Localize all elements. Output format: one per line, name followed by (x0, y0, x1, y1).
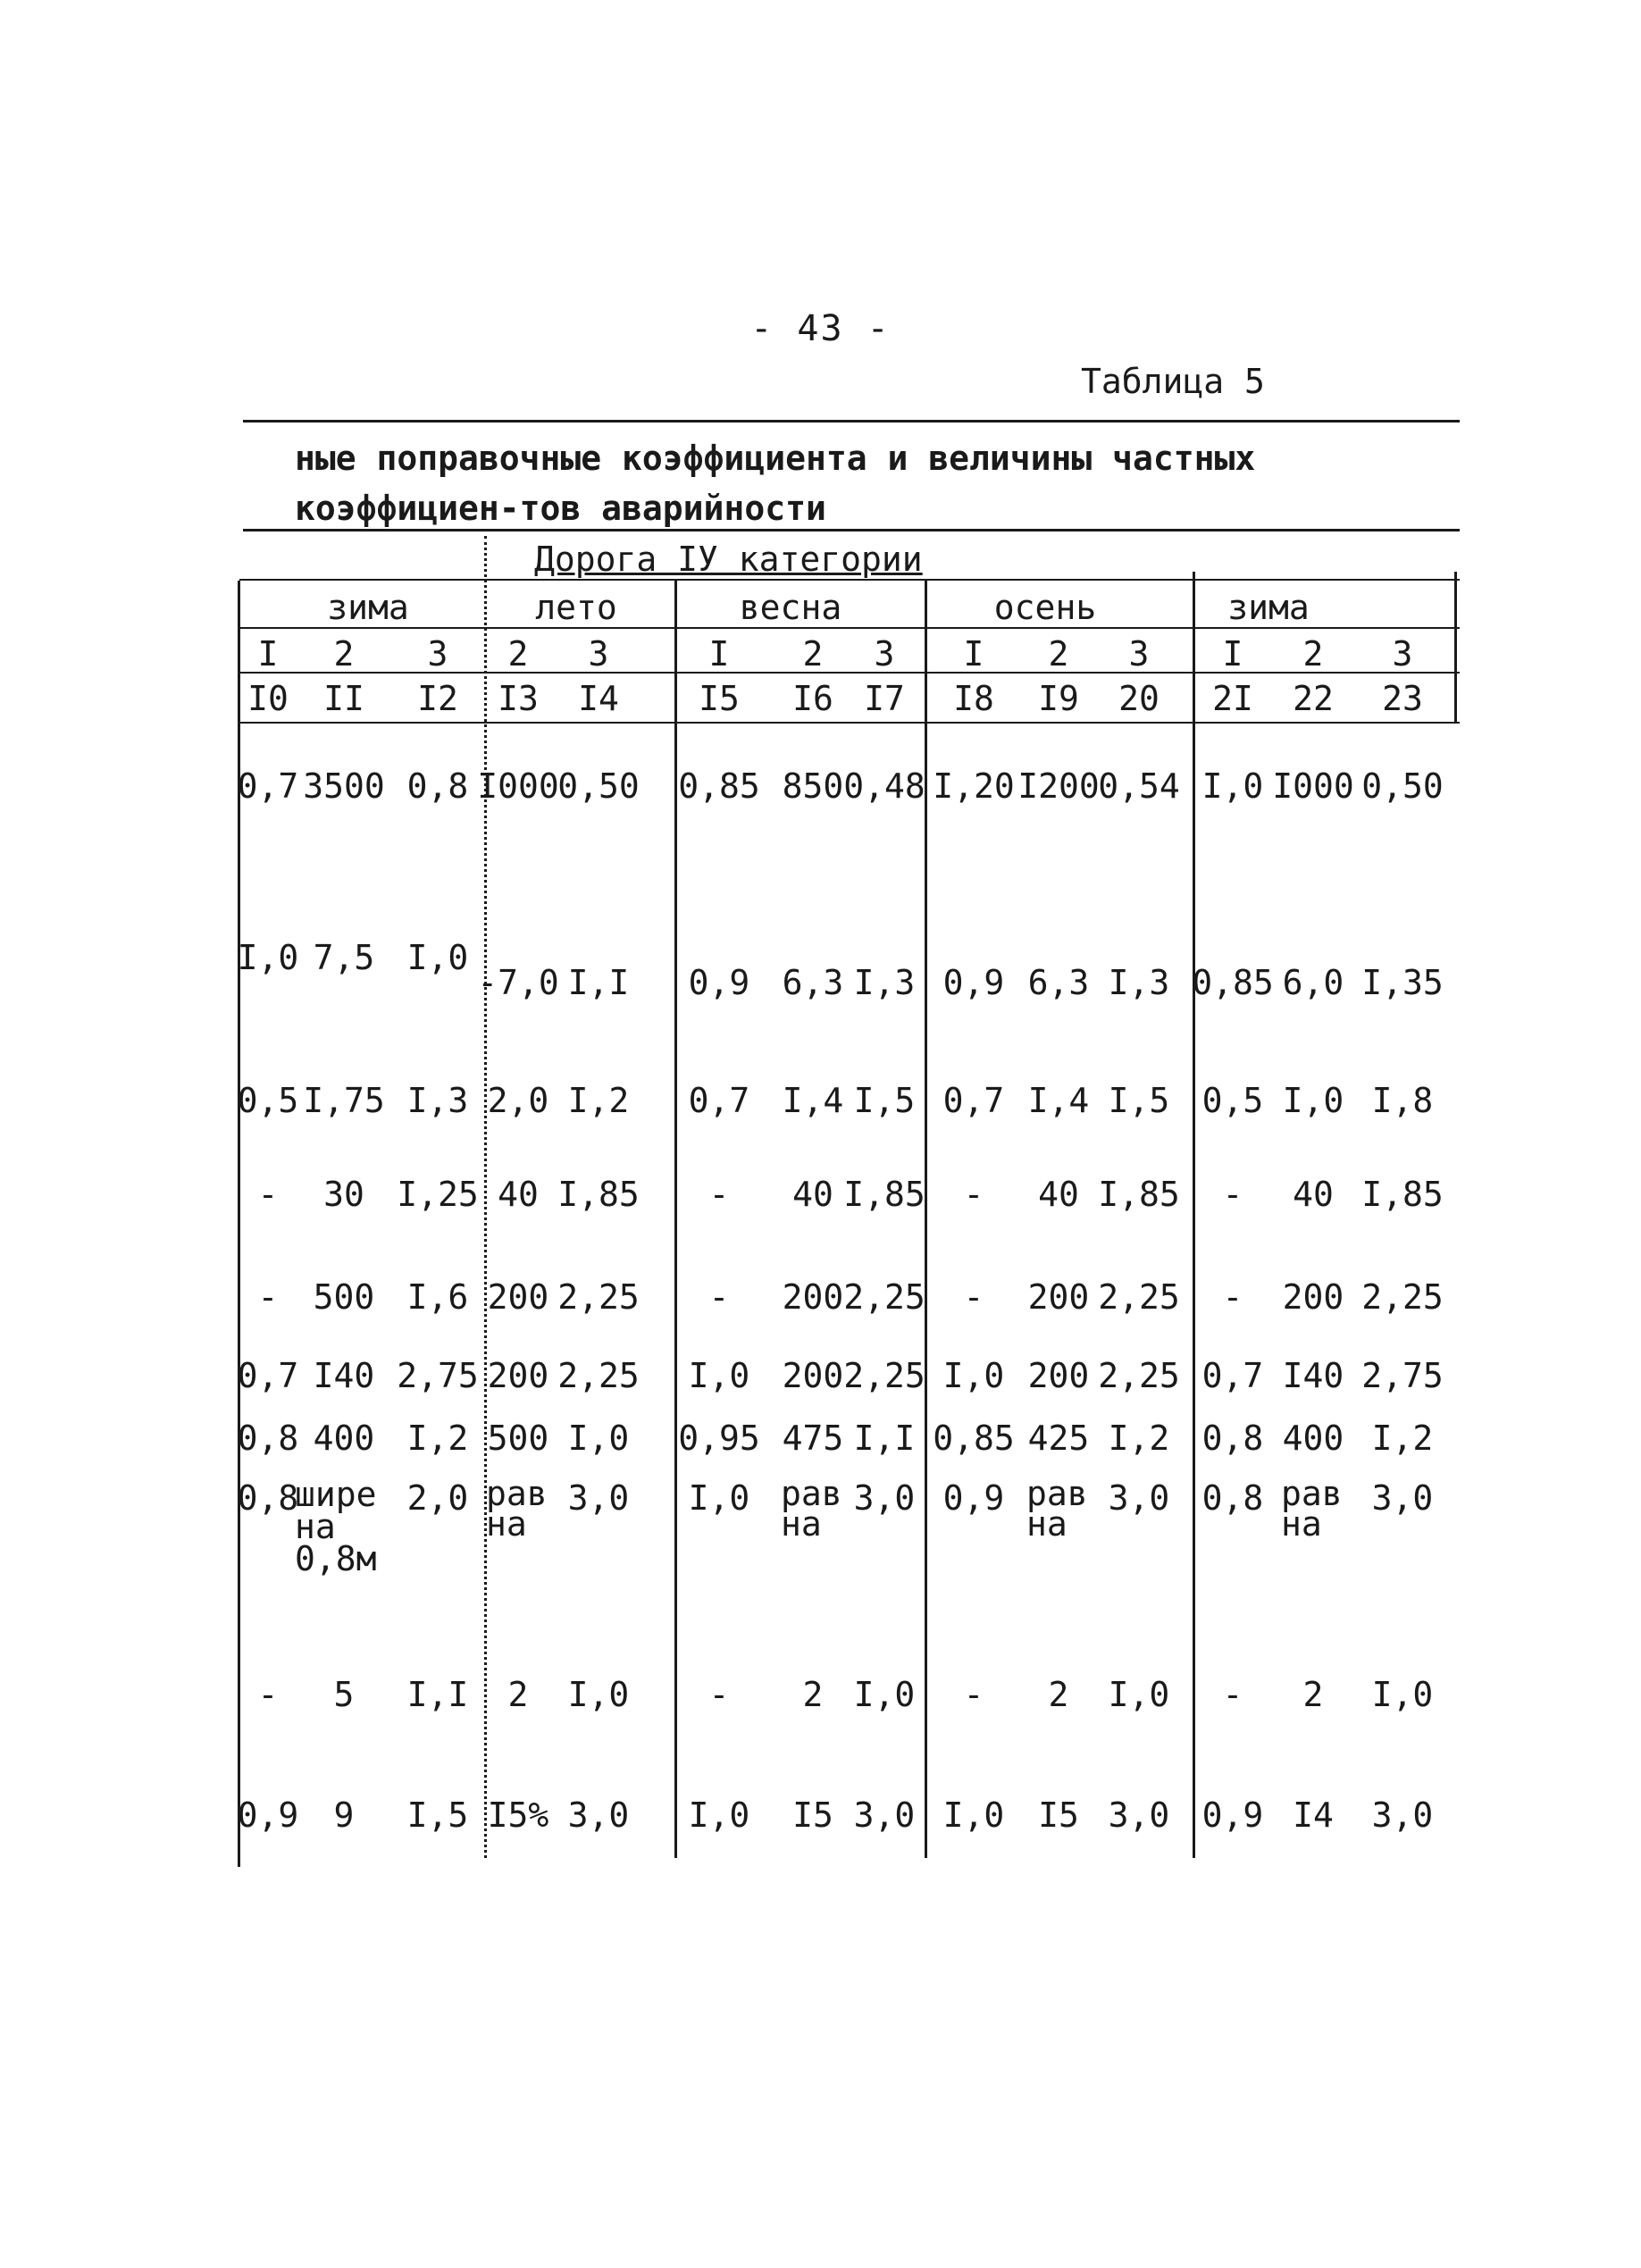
table-cell: 0,7 (1201, 1356, 1264, 1395)
table-cell: I,2 (567, 1081, 630, 1120)
table-cell: I,3 (1108, 963, 1170, 1002)
table-cell: I,75 (303, 1081, 385, 1120)
table-cell: I,0 (1108, 1675, 1170, 1714)
table-cell: 40 (498, 1175, 539, 1214)
table-cell: 0,9 (688, 963, 750, 1002)
table-cell: I,0 (853, 1675, 916, 1714)
subcolumn-header: 3 (1128, 634, 1150, 674)
table-cell: 0,8 (237, 1478, 299, 1518)
table-cell: 0,7 (237, 1356, 299, 1395)
table-cell: I,25 (397, 1175, 479, 1214)
table-cell: - (257, 1175, 279, 1214)
column-number: 22 (1293, 679, 1334, 718)
table-cell: - (963, 1175, 984, 1214)
table-cell: 2,25 (557, 1277, 640, 1317)
column-number: II (323, 679, 364, 718)
table-cell: 500 (487, 1419, 549, 1458)
column-number: 2I (1212, 679, 1253, 718)
table-cell: 0,9 (942, 963, 1005, 1002)
table-cell: I,I (567, 963, 630, 1002)
table-cell: I,5 (406, 1795, 469, 1835)
table-cell: 0,95 (678, 1419, 760, 1458)
table-cell: 3,0 (853, 1478, 916, 1518)
table-cell: 400 (313, 1419, 375, 1458)
table-cell: I,0 (406, 938, 469, 977)
header-rule (239, 579, 1460, 581)
page-number: - 43 - (750, 308, 891, 349)
table-cell: 3,0 (567, 1795, 630, 1835)
table-cell: 0,8 (237, 1419, 299, 1458)
table-cell: равна (1026, 1474, 1088, 1544)
table-cell: I40 (313, 1356, 375, 1395)
table-cell: 3,0 (567, 1478, 630, 1518)
table-cell: шире на 0,8м (295, 1475, 377, 1578)
column-number: I5 (699, 679, 740, 718)
table-cell: I,5 (853, 1081, 916, 1120)
subcolumn-header: 3 (588, 634, 609, 674)
table-cell: 9 (333, 1795, 355, 1835)
table-cell: - (708, 1277, 730, 1317)
table-cell: 0,9 (942, 1478, 1005, 1518)
table-cell: I4 (1293, 1795, 1334, 1835)
table-cell: 40 (1293, 1175, 1334, 1214)
column-number: 20 (1118, 679, 1160, 718)
subcolumn-header: 3 (874, 634, 895, 674)
table-cell: I,20 (933, 766, 1015, 806)
table-cell: 0,5 (237, 1081, 299, 1120)
top-rule (243, 420, 1460, 423)
table-cell: 0,9 (1201, 1795, 1264, 1835)
subcolumn-header: 2 (1302, 634, 1324, 674)
table-cell: I,0 (1371, 1675, 1434, 1714)
header-rule (239, 672, 1460, 674)
table-cell: 200 (1027, 1277, 1090, 1317)
table-cell: I,35 (1361, 963, 1444, 1002)
table-cell: 2,25 (1098, 1356, 1180, 1395)
header-rule (239, 722, 1460, 724)
road-title-text: Дорога IУ категории (534, 540, 923, 579)
table-cell: I,2 (1108, 1419, 1170, 1458)
table-cell: I,0 (688, 1356, 750, 1395)
table-cell: 0,48 (843, 766, 925, 806)
table-cell: I,6 (406, 1277, 469, 1317)
table-cell: I5 (792, 1795, 833, 1835)
subcolumn-header: I (963, 634, 984, 674)
table-cell: - (257, 1675, 279, 1714)
table-cell: I,4 (782, 1081, 844, 1120)
table-cell: I,I (406, 1675, 469, 1714)
column-number: I4 (578, 679, 619, 718)
table-cell: 200 (782, 1277, 844, 1317)
table-cell: I,2 (1371, 1419, 1434, 1458)
table-cell: I,3 (853, 963, 916, 1002)
table-cell: I,0 (1201, 766, 1264, 806)
table-cell: 0,85 (933, 1419, 1015, 1458)
subcolumn-header: 2 (1048, 634, 1069, 674)
table-cell: 850 (782, 766, 844, 806)
column-number: I2 (417, 679, 458, 718)
table-cell: 3,0 (1371, 1795, 1434, 1835)
table-cell: 3,0 (853, 1795, 916, 1835)
table-cell: I,0 (567, 1419, 630, 1458)
table-cell: 0,9 (237, 1795, 299, 1835)
column-number: I6 (792, 679, 833, 718)
table-cell: I,0 (1282, 1081, 1344, 1120)
season-header: лето (535, 588, 617, 627)
table-cell: I5% (487, 1795, 549, 1835)
table-cell: 0,85 (678, 766, 760, 806)
table-cell: 2 (802, 1675, 824, 1714)
table-cell: 0,8 (1201, 1478, 1264, 1518)
table-cell: I,4 (1027, 1081, 1090, 1120)
table-cell: 3500 (303, 766, 385, 806)
subcolumn-header: I (257, 634, 279, 674)
season-header: зима (327, 588, 409, 627)
table-caption: ные поправочные коэффициента и величины частных коэффициен-тов аварийности (295, 439, 1256, 528)
table-cell: I,0 (567, 1675, 630, 1714)
table-cell: I,5 (1108, 1081, 1170, 1120)
table-cell: 200 (487, 1277, 549, 1317)
table-cell: -7,0 (477, 963, 559, 1002)
table-cell: 2,25 (843, 1277, 925, 1317)
table-cell: 0,85 (1192, 963, 1274, 1002)
subcolumn-header: 3 (1392, 634, 1413, 674)
table-cell: I,I (853, 1419, 916, 1458)
table-cell: I,85 (557, 1175, 640, 1214)
table-cell: 0,50 (1361, 766, 1444, 806)
table-cell: 0,8 (1201, 1419, 1264, 1458)
table-cell: 2,25 (1098, 1277, 1180, 1317)
table-cell: - (963, 1675, 984, 1714)
table-cell: 0,50 (557, 766, 640, 806)
table-cell: 2,75 (1361, 1356, 1444, 1395)
subcolumn-header: 2 (507, 634, 529, 674)
table-cell: 40 (792, 1175, 833, 1214)
season-header: зима (1227, 588, 1310, 627)
table-cell: 200 (1282, 1277, 1344, 1317)
table-cell: I,8 (1371, 1081, 1434, 1120)
column-separator (484, 536, 487, 1858)
table-cell: 2,25 (843, 1356, 925, 1395)
table-cell: 2,25 (1361, 1277, 1444, 1317)
column-separator (1193, 572, 1195, 1858)
table-cell: равна (486, 1474, 548, 1544)
table-cell: 0,7 (688, 1081, 750, 1120)
column-separator (674, 581, 677, 1858)
table-cell: 40 (1038, 1175, 1079, 1214)
table-cell: 6,3 (1027, 963, 1090, 1002)
season-header: весна (739, 588, 842, 627)
column-number: I7 (864, 679, 905, 718)
table-cell: I5 (1038, 1795, 1079, 1835)
table-cell: I,0 (688, 1795, 750, 1835)
table-cell: - (708, 1675, 730, 1714)
table-cell: - (257, 1277, 279, 1317)
column-number: I9 (1038, 679, 1079, 718)
table-cell: 3,0 (1108, 1478, 1170, 1518)
table-cell: 0,54 (1098, 766, 1180, 806)
header-rule (239, 627, 1460, 629)
column-number: I0 (247, 679, 289, 718)
table-cell: 200 (487, 1356, 549, 1395)
subcolumn-header: I (708, 634, 730, 674)
table-label: Таблица 5 (1081, 362, 1265, 401)
table-cell: I000 (477, 766, 559, 806)
table-cell: 200 (782, 1356, 844, 1395)
table-cell: I200 (1017, 766, 1100, 806)
table-cell: 0,7 (237, 766, 299, 806)
table-cell: 2 (507, 1675, 529, 1714)
column-number: I3 (498, 679, 539, 718)
caption-rule (243, 529, 1460, 531)
table-cell: I,0 (237, 938, 299, 977)
table-cell: - (963, 1277, 984, 1317)
table-cell: 200 (1027, 1356, 1090, 1395)
subcolumn-header: 2 (333, 634, 355, 674)
subcolumn-header: 3 (427, 634, 448, 674)
table-cell: I,2 (406, 1419, 469, 1458)
table-cell: 2,0 (487, 1081, 549, 1120)
table-cell: 7,5 (313, 938, 375, 977)
table-cell: 475 (782, 1419, 844, 1458)
table-cell: I,85 (1361, 1175, 1444, 1214)
table-cell: 5 (333, 1675, 355, 1714)
table-cell: I,3 (406, 1081, 469, 1120)
table-cell: I,85 (1098, 1175, 1180, 1214)
table-cell: I,0 (942, 1795, 1005, 1835)
table-cell: I,0 (688, 1478, 750, 1518)
table-cell: 2,75 (397, 1356, 479, 1395)
table-cell: 3,0 (1371, 1478, 1434, 1518)
road-title (534, 540, 923, 579)
season-header: осень (993, 588, 1097, 627)
table-cell: 6,3 (782, 963, 844, 1002)
table-cell: равна (1281, 1474, 1343, 1544)
table-cell: 2,25 (557, 1356, 640, 1395)
column-number: 23 (1382, 679, 1423, 718)
table-cell: I,85 (843, 1175, 925, 1214)
table-cell: I,0 (942, 1356, 1005, 1395)
table-cell: - (1222, 1175, 1243, 1214)
table-cell: 2 (1048, 1675, 1069, 1714)
table-cell: 425 (1027, 1419, 1090, 1458)
table-cell: 0,8 (406, 766, 469, 806)
table-cell: I000 (1272, 766, 1354, 806)
subcolumn-header: I (1222, 634, 1243, 674)
table-cell: 3,0 (1108, 1795, 1170, 1835)
table-cell: - (708, 1175, 730, 1214)
column-separator (1454, 572, 1457, 724)
table-cell: 0,7 (942, 1081, 1005, 1120)
subcolumn-header: 2 (802, 634, 824, 674)
table-cell: - (1222, 1277, 1243, 1317)
column-number: I8 (953, 679, 994, 718)
table-cell: равна (781, 1474, 842, 1544)
table-cell: 500 (313, 1277, 375, 1317)
table-cell: I40 (1282, 1356, 1344, 1395)
table-cell: 0,5 (1201, 1081, 1264, 1120)
table-cell: 2,0 (406, 1478, 469, 1518)
table-cell: 30 (323, 1175, 364, 1214)
table-cell: 6,0 (1282, 963, 1344, 1002)
table-cell: 400 (1282, 1419, 1344, 1458)
table-cell: - (1222, 1675, 1243, 1714)
table-cell: 2 (1302, 1675, 1324, 1714)
